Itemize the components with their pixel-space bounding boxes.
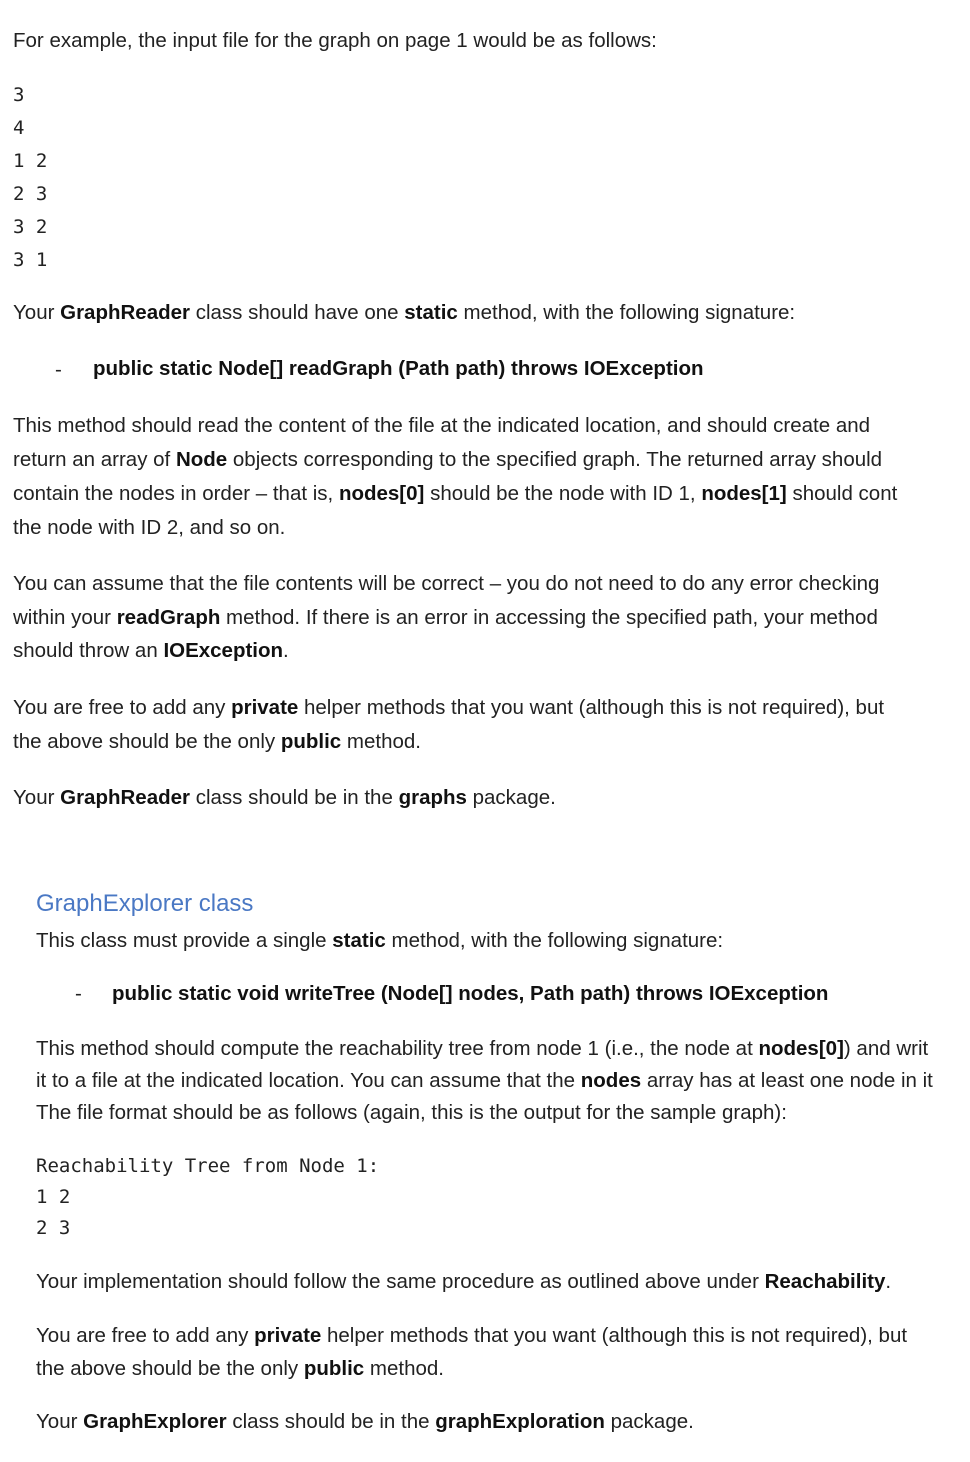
- graphreader-signature-intro: Your GraphReader class should have one static method, with the following signature:: [13, 301, 796, 324]
- paragraph-line: You can assume that the file contents will be correct – you do not need to do any error checking: [13, 572, 880, 595]
- bullet-dash: -: [55, 358, 62, 381]
- output-line: 2 3: [36, 1217, 71, 1239]
- paragraph-line: contain the nodes in order – that is, nodes[0] should be the node with ID 1, nodes[1] should cont: [13, 482, 898, 505]
- paragraph-line: Your GraphReader class should be in the graphs package.: [13, 786, 556, 809]
- section-heading: GraphExplorer class: [36, 890, 254, 917]
- paragraph-line: the node with ID 2, and so on.: [13, 516, 286, 539]
- paragraph-line: The file format should be as follows (again, this is the output for the sample graph):: [36, 1101, 787, 1124]
- paragraph-line: within your readGraph method. If there is an error in accessing the specified path, your method: [13, 606, 878, 629]
- output-line: Reachability Tree from Node 1:: [36, 1155, 380, 1177]
- paragraph-line: the above should be the only public method.: [36, 1357, 444, 1380]
- graphexplorer-signature: public static void writeTree (Node[] nodes, Path path) throws IOException: [112, 982, 829, 1005]
- input-line: 3 2: [13, 216, 48, 238]
- paragraph-line: return an array of Node objects corresponding to the specified graph. The returned array should: [13, 448, 883, 471]
- paragraph-line: Your GraphExplorer class should be in the graphExploration package.: [36, 1410, 694, 1433]
- graphexplorer-signature-intro: This class must provide a single static method, with the following signature:: [36, 929, 724, 952]
- input-line: 4: [13, 117, 25, 139]
- intro-text: For example, the input file for the graph on page 1 would be as follows:: [13, 29, 657, 52]
- paragraph-line: Your implementation should follow the same procedure as outlined above under Reachability.: [36, 1270, 892, 1293]
- paragraph-line: This method should read the content of the file at the indicated location, and should create and: [13, 414, 871, 437]
- input-line: 2 3: [13, 183, 48, 205]
- output-line: 1 2: [36, 1186, 71, 1208]
- paragraph-line: it to a file at the indicated location. You can assume that the nodes array has at least one node in it: [36, 1069, 933, 1092]
- paragraph-line: You are free to add any private helper methods that you want (although this is not required), but: [13, 696, 885, 719]
- paragraph-line: should throw an IOException.: [13, 639, 289, 662]
- graphreader-signature: public static Node[] readGraph (Path path) throws IOException: [93, 357, 704, 380]
- paragraph-line: You are free to add any private helper methods that you want (although this is not required), but: [36, 1324, 908, 1347]
- input-line: 3 1: [13, 249, 48, 271]
- input-line: 1 2: [13, 150, 48, 172]
- paragraph-line: the above should be the only public method.: [13, 730, 421, 753]
- bullet-dash: -: [75, 982, 82, 1005]
- paragraph-line: This method should compute the reachability tree from node 1 (i.e., the node at nodes[0]) and writ: [36, 1037, 929, 1060]
- input-line: 3: [13, 84, 25, 106]
